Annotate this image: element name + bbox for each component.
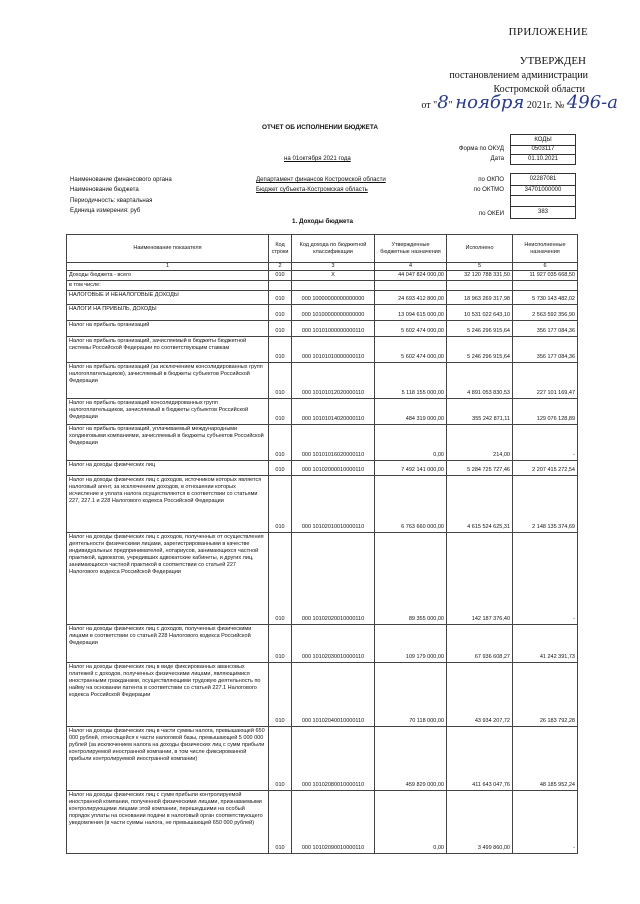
table-cell-code: 000 10101014020000110 xyxy=(292,399,375,425)
col-header-name: Наименование показателя xyxy=(67,235,269,263)
table-cell-name: Налог на прибыль организаций xyxy=(67,321,269,337)
table-cell-unexecuted: 356 177 084,36 xyxy=(513,337,578,363)
table-cell-line: 010 xyxy=(269,399,292,425)
table-cell-code: 000 10102020010000110 xyxy=(292,533,375,625)
table-cell-name: Налог на доходы физических лиц в части суммы налога, превышающей 650 000 рублей, относящейся к части налоговой базы, превышающей 5 000 000 рублей (за исключением налога на доходы физических лиц с сумм прибыли контролируемой иностранной компании, в том числе фиксированной прибыли контролируемой иностранной компании) xyxy=(67,727,269,791)
date-day: 8 xyxy=(437,92,449,113)
org-value: Департамент финансов Костромской области xyxy=(256,176,386,183)
table-cell-executed: 18 963 269 317,98 xyxy=(447,291,513,305)
table-cell-name: Налог на прибыль организаций, зачисляемый в бюджеты бюджетной системы Российской Федерации по соответствующим ставкам xyxy=(67,337,269,363)
table-row xyxy=(67,461,578,476)
col-header-line: Код строки xyxy=(269,235,292,263)
table-row xyxy=(67,791,578,854)
okud-label: Форма по ОКУД xyxy=(458,145,504,152)
col-index: 5 xyxy=(447,263,513,271)
table-cell-unexecuted: - xyxy=(513,791,578,854)
table-cell-approved: 6 763 660 000,00 xyxy=(375,476,447,533)
table-cell-code: 000 10102000010000110 xyxy=(292,461,375,476)
okud-value: 0503117 xyxy=(510,145,576,155)
table-row xyxy=(67,305,578,321)
table-cell-approved: 0,00 xyxy=(375,425,447,461)
table-cell-executed: 5 284 725 727,46 xyxy=(447,461,513,476)
col-index: 3 xyxy=(292,263,375,271)
table-row xyxy=(67,476,578,533)
table-cell-unexecuted: 129 076 128,89 xyxy=(513,399,578,425)
table-cell-name: НАЛОГОВЫЕ И НЕНАЛОГОВЫЕ ДОХОДЫ xyxy=(67,291,269,305)
col-header-approved: Утвержденные бюджетные назначения xyxy=(375,235,447,263)
table-cell-code: 000 10102090010000110 xyxy=(292,791,375,854)
table-cell-line xyxy=(269,281,292,291)
table-cell-line: 010 xyxy=(269,363,292,399)
table-cell-code: 000 10102040010000110 xyxy=(292,663,375,727)
table-cell-unexecuted: 2 148 135 374,69 xyxy=(513,476,578,533)
report-title: ОТЧЕТ ОБ ИСПОЛНЕНИИ БЮДЖЕТА xyxy=(262,124,378,131)
date-value: 01.10.2021 xyxy=(510,155,576,165)
table-cell-executed: 43 934 207,72 xyxy=(447,663,513,727)
table-cell-name: Налог на доходы физических лиц с доходов, полученных от осуществления деятельности физическими лицами, зарегистрированными в качестве индивидуальных предпринимателей, нотариусов, занимающихся частной практикой, адвокатов, учредивших адвокатские кабинеты, и других лиц, занимающихся частной практикой в соответствии со статьей 227 Налогового кодекса Российской Федерации xyxy=(67,533,269,625)
table-cell-executed: 5 246 296 915,64 xyxy=(447,321,513,337)
okpo-label: по ОКПО xyxy=(478,176,504,183)
appendix-label: ПРИЛОЖЕНИЕ xyxy=(508,26,588,38)
table-row xyxy=(67,281,578,291)
table-cell-executed xyxy=(447,281,513,291)
table-cell-approved: 109 179 000,00 xyxy=(375,625,447,663)
date-number: 496-а xyxy=(566,92,618,113)
table-row xyxy=(67,321,578,337)
table-cell-line: 010 xyxy=(269,476,292,533)
table-cell-unexecuted: 2 207 415 272,54 xyxy=(513,461,578,476)
table-cell-unexecuted: - xyxy=(513,425,578,461)
oktmo-value: 34701000000 xyxy=(510,185,576,196)
table-row xyxy=(67,625,578,663)
table-cell-line: 010 xyxy=(269,337,292,363)
col-index: 4 xyxy=(375,263,447,271)
table-cell-name: Налог на доходы физических лиц с сумм прибыли контролируемой иностранной компании, полученной физическими лицами, признаваемыми контролирующими лицами этой компании, перешедшими на особый порядок уплаты на основании подачи в налоговый орган соответствующего уведомления (в части суммы налога, не превышающей 650 000 рублей) xyxy=(67,791,269,854)
table-cell-approved: 70 118 000,00 xyxy=(375,663,447,727)
table-cell-executed: 411 643 047,76 xyxy=(447,727,513,791)
table-cell-name: Налог на доходы физических лиц с доходов, источником которых является налоговый агент, за исключением доходов, в отношении которых исчисление и уплата налога осуществляются в соответствии со статьями 227, 227.1 и 228 Налогового кодекса Российской Федерации xyxy=(67,476,269,533)
table-cell-unexecuted: 356 177 084,36 xyxy=(513,321,578,337)
col-index: 6 xyxy=(513,263,578,271)
table-cell-approved: 89 355 000,00 xyxy=(375,533,447,625)
table-cell-approved: 0,00 xyxy=(375,791,447,854)
resolution-date-line: от "8" ноября 2021г. № 496-а xyxy=(421,92,618,113)
table-cell-line: 010 xyxy=(269,425,292,461)
table-row xyxy=(67,363,578,399)
table-cell-code: 000 10102080010000110 xyxy=(292,727,375,791)
period-code-box xyxy=(510,196,576,207)
table-row xyxy=(67,399,578,425)
table-cell-name: Налог на прибыль организаций консолидированных групп налогоплательщиков, зачисляемый в бюджеты субъектов Российской Федерации xyxy=(67,399,269,425)
table-cell-line: 010 xyxy=(269,727,292,791)
table-cell-executed: 32 120 788 331,50 xyxy=(447,271,513,281)
table-cell-executed: 4 891 053 830,53 xyxy=(447,363,513,399)
table-cell-name: Налог на доходы физических лиц в виде фиксированных авансовых платежей с доходов, полученных физическими лицами, являющимися иностранными гражданами, осуществляющими трудовую деятельность по найму на основании патента в соответствии со статьей 227.1 Налогового кодекса Российской Федерации xyxy=(67,663,269,727)
table-cell-executed: 142 187 376,40 xyxy=(447,533,513,625)
table-cell-approved: 44 047 824 000,00 xyxy=(375,271,447,281)
table-cell-name: НАЛОГИ НА ПРИБЫЛЬ, ДОХОДЫ xyxy=(67,305,269,321)
table-cell-name: Налог на доходы физических лиц xyxy=(67,461,269,476)
okei-value: 383 xyxy=(510,207,576,219)
date-label: Дата xyxy=(490,155,504,162)
budget-label: Наименование бюджета xyxy=(70,186,139,193)
col-header-unexecuted: Неисполненные назначения xyxy=(513,235,578,263)
table-cell-name: Доходы бюджета - всего xyxy=(67,271,269,281)
table-cell-name: Налог на прибыль организаций (за исключением консолидированных групп налогоплательщиков), зачисляемый в бюджеты субъектов Российской Федерации xyxy=(67,363,269,399)
org-label: Наименование финансового органа xyxy=(70,176,172,183)
table-cell-unexecuted: 227 101 169,47 xyxy=(513,363,578,399)
table-cell-code: 000 10102030010000110 xyxy=(292,625,375,663)
table-cell-line: 010 xyxy=(269,305,292,321)
table-row xyxy=(67,663,578,727)
table-row xyxy=(67,425,578,461)
table-cell-code: 000 10101010000000110 xyxy=(292,337,375,363)
table-cell-unexecuted: 11 927 035 668,50 xyxy=(513,271,578,281)
table-cell-code: 000 10000000000000000 xyxy=(292,291,375,305)
date-year: 2021г. № xyxy=(526,100,565,111)
table-cell-executed: 5 246 296 915,64 xyxy=(447,337,513,363)
table-cell-unexecuted: - xyxy=(513,533,578,625)
table-cell-executed: 67 936 608,27 xyxy=(447,625,513,663)
table-cell-unexecuted: 26 183 792,28 xyxy=(513,663,578,727)
table-cell-approved: 484 319 000,00 xyxy=(375,399,447,425)
table-cell-executed: 214,00 xyxy=(447,425,513,461)
resolution-line-1: постановлением администрации xyxy=(449,70,588,81)
date-prefix: от xyxy=(421,100,431,111)
table-cell-executed: 4 615 524 625,31 xyxy=(447,476,513,533)
table-cell-line: 010 xyxy=(269,461,292,476)
date-month: ноября xyxy=(455,92,525,113)
table-cell-code: 000 10101012020000110 xyxy=(292,363,375,399)
table-row xyxy=(67,337,578,363)
col-header-code: Код дохода по бюджетной классификации xyxy=(292,235,375,263)
table-row xyxy=(67,271,578,281)
table-cell-approved: 5 602 474 000,00 xyxy=(375,321,447,337)
table-cell-approved: 5 602 474 000,00 xyxy=(375,337,447,363)
table-cell-approved xyxy=(375,281,447,291)
table-cell-approved: 24 693 412 800,00 xyxy=(375,291,447,305)
table-cell-line: 010 xyxy=(269,791,292,854)
table-cell-code: 000 10100000000000000 xyxy=(292,305,375,321)
table-cell-executed: 355 242 871,11 xyxy=(447,399,513,425)
table-cell-approved: 459 829 000,00 xyxy=(375,727,447,791)
section-title: 1. Доходы бюджета xyxy=(292,218,354,225)
table-cell-code: 000 10101000000000110 xyxy=(292,321,375,337)
table-cell-name: Налог на доходы физических лиц с доходов, полученных физическими лицами в соответствии со статьей 228 Налогового кодекса Российской Федерации xyxy=(67,625,269,663)
unit-label: Единица измерения: руб xyxy=(70,207,141,214)
table-cell-name: Налог на прибыль организаций, уплачиваемый международными холдинговыми компаниями, зачисляемый в бюджеты субъектов Российской Федерации xyxy=(67,425,269,461)
table-cell-code: 000 10102010010000110 xyxy=(292,476,375,533)
resolution-line-2: Костромской области xyxy=(493,84,585,95)
table-cell-code xyxy=(292,281,375,291)
codes-header: КОДЫ xyxy=(510,134,576,146)
col-index: 1 xyxy=(67,263,269,271)
table-cell-line: 010 xyxy=(269,625,292,663)
table-cell-unexecuted: 2 563 592 356,90 xyxy=(513,305,578,321)
table-cell-unexecuted xyxy=(513,281,578,291)
table-cell-unexecuted: 41 242 391,73 xyxy=(513,625,578,663)
table-cell-name: в том числе: xyxy=(67,281,269,291)
table-cell-line: 010 xyxy=(269,291,292,305)
period-label: Периодичность: квартальная xyxy=(70,197,153,204)
table-cell-line: 010 xyxy=(269,663,292,727)
report-date: на 01октября 2021 года xyxy=(284,155,351,162)
okpo-value: 02287081 xyxy=(510,173,576,186)
table-cell-line: 010 xyxy=(269,271,292,281)
table-cell-code: X xyxy=(292,271,375,281)
okei-label: по ОКЕИ xyxy=(478,210,504,217)
table-row xyxy=(67,291,578,305)
table-cell-unexecuted: 48 185 952,24 xyxy=(513,727,578,791)
approved-label: УТВЕРЖДЕН xyxy=(519,55,586,67)
table-cell-executed: 3 499 860,00 xyxy=(447,791,513,854)
table-cell-approved: 7 492 141 000,00 xyxy=(375,461,447,476)
oktmo-label: по ОКТМО xyxy=(473,186,504,193)
table-cell-line: 010 xyxy=(269,321,292,337)
table-cell-approved: 5 118 155 000,00 xyxy=(375,363,447,399)
table-row xyxy=(67,727,578,791)
table-cell-approved: 13 094 615 000,00 xyxy=(375,305,447,321)
table-cell-line: 010 xyxy=(269,533,292,625)
table-cell-executed: 10 531 022 643,10 xyxy=(447,305,513,321)
table-cell-code: 000 10101016020000110 xyxy=(292,425,375,461)
budget-value: Бюджет субъекта-Костромская область xyxy=(256,186,368,193)
income-table xyxy=(66,234,578,854)
table-cell-unexecuted: 5 730 143 482,02 xyxy=(513,291,578,305)
col-index: 2 xyxy=(269,263,292,271)
col-header-executed: Исполнено xyxy=(447,235,513,263)
table-row xyxy=(67,533,578,625)
